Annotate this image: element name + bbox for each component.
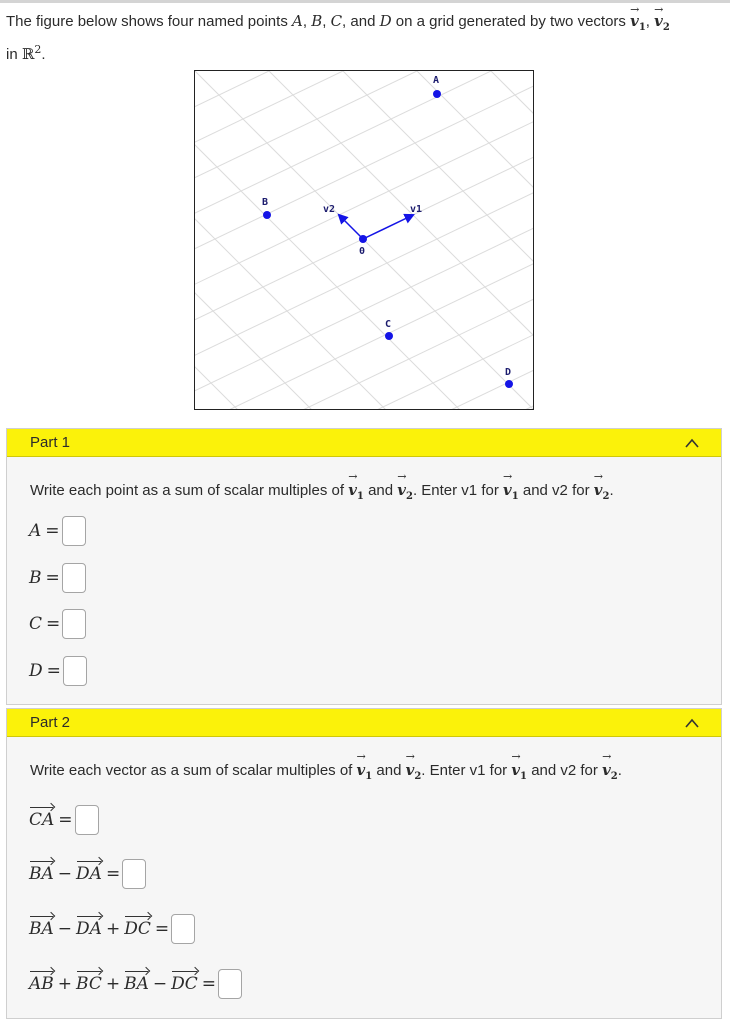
- answer-input-D[interactable]: [63, 656, 87, 686]
- grid-line: [195, 71, 533, 311]
- vector-term: AB: [29, 974, 54, 994]
- answer-row-C: C =: [29, 609, 86, 639]
- label-A: A: [433, 75, 440, 86]
- answer-row-D: D =: [29, 656, 87, 686]
- vector-term: DA: [76, 864, 102, 884]
- point-origin: [359, 235, 367, 243]
- grid-figure: [194, 70, 534, 410]
- answer-input-AB-BC-BA-DC[interactable]: [218, 969, 242, 999]
- row-label: B: [29, 568, 42, 588]
- part-2-instruction: Write each vector as a sum of scalar multiples of → $v_1$ and → $v_2$. Enter v1 for → $v_1$ and v2 for → $v_2$.: [30, 759, 622, 782]
- vector-v2: → $v_2$: [406, 759, 422, 782]
- answer-input-BA-DA[interactable]: [122, 859, 146, 889]
- answer-input-BA-DA-DC[interactable]: [171, 914, 195, 944]
- part-1-header[interactable]: [7, 429, 721, 457]
- part-2-title: Part 2: [30, 714, 71, 731]
- vector-row-BA-DA-DC: BA − DA + DC =: [29, 914, 195, 944]
- operator: +: [105, 919, 121, 939]
- answer-input-CA[interactable]: [75, 805, 99, 835]
- grid-line: [195, 71, 533, 359]
- label-v2: v2: [323, 204, 336, 215]
- grid-line: [195, 119, 533, 409]
- vector-term: BA: [124, 974, 149, 994]
- grid-line: [195, 71, 451, 409]
- operator: +: [57, 974, 73, 994]
- grid-line: [475, 71, 533, 335]
- operator: +: [105, 974, 121, 994]
- vector-term: BC: [76, 974, 102, 994]
- grid-line: [195, 71, 501, 409]
- intro-text: The figure below shows four named points: [6, 13, 288, 30]
- vector-v1: → $v_1$: [348, 479, 364, 502]
- part-1-title: Part 1: [30, 434, 71, 451]
- operator: −: [152, 974, 168, 994]
- chevron-up-icon[interactable]: [685, 438, 699, 448]
- label-C: C: [385, 319, 392, 330]
- vector-v2: → $v_2$: [397, 479, 413, 502]
- grid-line: [525, 71, 533, 311]
- grid-line: [195, 143, 251, 409]
- grid-line: [425, 71, 533, 359]
- point-B: [263, 211, 271, 219]
- part-1-panel: [6, 428, 722, 705]
- part-2-panel: [6, 708, 722, 1019]
- answer-input-C[interactable]: [62, 609, 86, 639]
- vector-row-CA: CA =: [29, 805, 99, 835]
- grid-line: [195, 143, 533, 409]
- point-B-name: B: [311, 12, 323, 30]
- intro-mid-text: on a grid generated by two vectors: [395, 13, 626, 30]
- vector-v2: → $v_2$: [654, 8, 670, 39]
- row-label: C: [29, 614, 43, 634]
- point-D: [505, 380, 513, 388]
- grid-line: [195, 215, 533, 409]
- row-label: A: [29, 521, 42, 541]
- vector-term: BA: [29, 864, 54, 884]
- vector-term: DC: [171, 974, 198, 994]
- point-C: [385, 332, 393, 340]
- point-D-name: D: [379, 12, 392, 30]
- vector-term: CA: [29, 810, 55, 830]
- answer-row-A: A =: [29, 516, 86, 546]
- v1-arrow: [363, 215, 413, 239]
- operator: −: [57, 919, 73, 939]
- vector-v1: → $v_1$: [511, 759, 527, 782]
- vector-term: BA: [29, 919, 54, 939]
- grid-line: [275, 71, 533, 409]
- label-origin: 0: [359, 246, 366, 257]
- grid-line: [195, 71, 401, 409]
- chevron-up-icon[interactable]: [685, 718, 699, 728]
- answer-input-A[interactable]: [62, 516, 86, 546]
- answer-row-B: B =: [29, 563, 86, 593]
- vector-v2: → $v_2$: [594, 479, 610, 502]
- intro-line2: in: [6, 46, 18, 63]
- grid-line: [225, 71, 533, 409]
- label-D: D: [505, 367, 512, 378]
- vector-v2: → $v_2$: [602, 759, 618, 782]
- problem-intro: The figure below shows four named points A, B, C, and D on a grid generated by two vectors → $v_1$, → $v_2$ in ℝ$^2$.: [6, 8, 724, 66]
- grid-line: [375, 71, 533, 383]
- part-2-header[interactable]: [7, 709, 721, 737]
- grid-line: [325, 71, 533, 407]
- grid-line: [195, 191, 533, 409]
- part-1-instruction: Write each point as a sum of scalar multiples of → $v_1$ and → $v_2$. Enter v1 for → $v_1$ and v2 for → $v_2$.: [30, 479, 614, 502]
- grid-line: [195, 95, 351, 409]
- vector-term: DA: [76, 919, 102, 939]
- vector-term: DC: [124, 919, 151, 939]
- vector-row-AB-BC-BA-DC: AB + BC + BA − DC =: [29, 969, 242, 999]
- vector-row-BA-DA: BA − DA =: [29, 859, 146, 889]
- grid-svg: [195, 71, 533, 409]
- vector-v1: → $v_1$: [630, 8, 646, 39]
- vector-v1: → $v_1$: [503, 479, 519, 502]
- row-label: D: [29, 661, 43, 681]
- top-rule: [0, 0, 730, 3]
- label-v1: v1: [410, 204, 423, 215]
- answer-input-B[interactable]: [62, 563, 86, 593]
- point-A-name: A: [292, 12, 303, 30]
- label-B: B: [262, 197, 269, 208]
- point-C-name: C: [330, 12, 343, 30]
- vector-v1: → $v_1$: [357, 759, 373, 782]
- point-A: [433, 90, 441, 98]
- space-R2: ℝ$^2$: [21, 43, 42, 63]
- operator: −: [57, 864, 73, 884]
- v2-arrow: [339, 215, 363, 239]
